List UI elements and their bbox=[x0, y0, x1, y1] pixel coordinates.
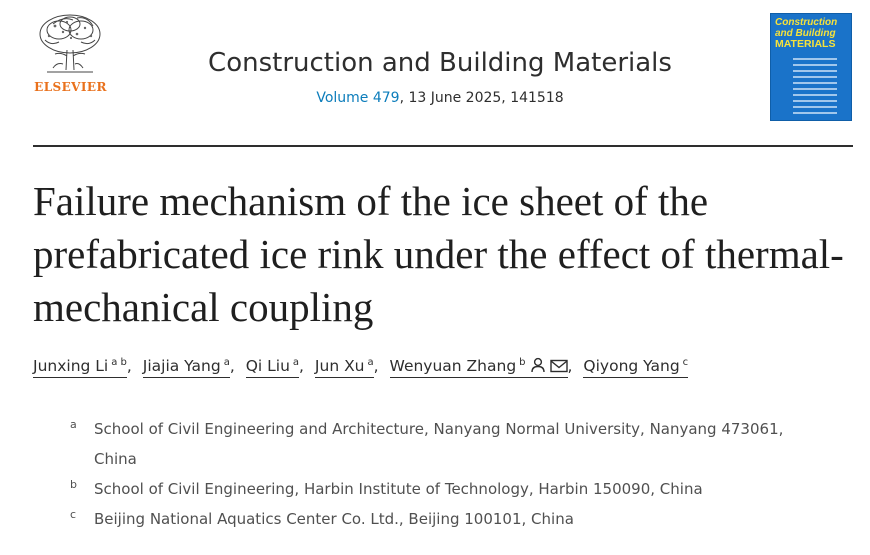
author-link[interactable]: Jun Xu $^a$ bbox=[315, 357, 374, 378]
journal-cover-thumbnail[interactable] bbox=[770, 13, 852, 121]
article-title: Failure mechanism of the ice sheet of the prefabricated ice rink under the effect of thermal-mechanical coupling bbox=[33, 178, 844, 330]
author-link[interactable]: Qi Liu $^a$ bbox=[246, 357, 299, 378]
affiliation-list bbox=[70, 414, 830, 534]
header-divider bbox=[33, 145, 853, 147]
journal-title[interactable]: Construction and Building Materials bbox=[208, 48, 672, 78]
elsevier-logo[interactable] bbox=[33, 12, 108, 96]
affiliation-item bbox=[70, 414, 830, 474]
affiliation-item bbox=[70, 474, 830, 504]
affiliation-mark: b bbox=[70, 478, 77, 491]
elsevier-tree-icon bbox=[33, 12, 108, 78]
publisher-name: ELSEVIER bbox=[34, 80, 107, 94]
person-icon bbox=[530, 357, 546, 373]
cover-title: Construction and Building MATERIALS bbox=[775, 17, 838, 50]
issue-details: , 13 June 2025, 141518 bbox=[399, 90, 564, 106]
affiliation-text: Beijing National Aquatics Center Co. Ltd., Beijing 100101, China bbox=[94, 510, 574, 528]
volume-link[interactable]: Volume 479 bbox=[316, 90, 400, 106]
email-icon bbox=[550, 359, 568, 373]
affiliation-text: School of Civil Engineering, Harbin Institute of Technology, Harbin 150090, China bbox=[94, 480, 703, 498]
author-link[interactable]: Junxing Li $^{a b}$ bbox=[33, 357, 127, 378]
author-list: Junxing Li $^{a b}$, Jiajia Yang $^a$, Qi Liu $^a$, Jun Xu $^a$, Wenyuan Zhang $^b$ , Qiyong Yang $^c$ bbox=[33, 357, 853, 375]
cover-decoration bbox=[793, 58, 837, 118]
author-link[interactable]: Jiajia Yang $^a$ bbox=[143, 357, 230, 378]
affiliation-mark: c bbox=[70, 508, 77, 521]
author-link[interactable]: Qiyong Yang $^c$ bbox=[583, 357, 688, 378]
affiliation-text: School of Civil Engineering and Architecture, Nanyang Normal University, Nanyang 473061, China bbox=[94, 420, 784, 468]
affiliation-item bbox=[70, 504, 830, 534]
journal-issue-info bbox=[130, 90, 750, 106]
author-link-corresponding[interactable]: Wenyuan Zhang $^b$ bbox=[390, 357, 568, 378]
affiliation-mark: a bbox=[70, 418, 77, 431]
